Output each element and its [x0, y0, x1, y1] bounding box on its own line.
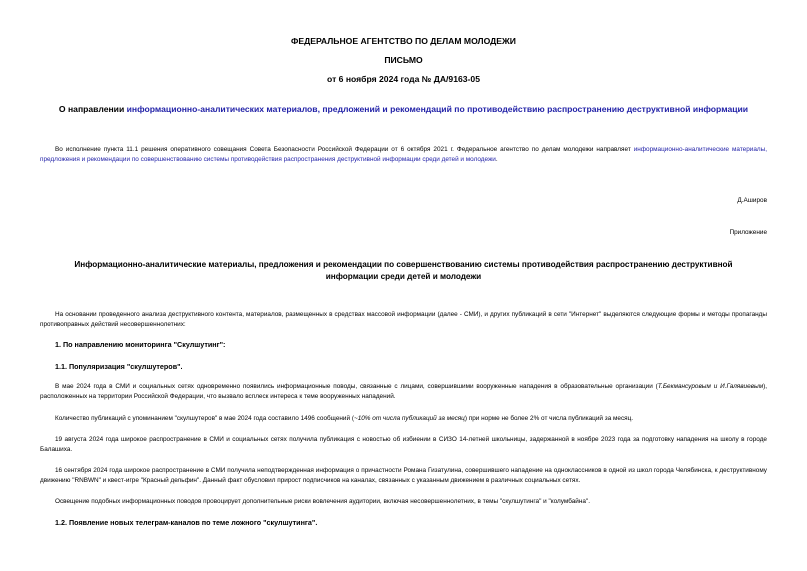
- paragraph-september-2024: 16 сентября 2024 года широкое распространение в СМИ получила неподтвержденная информация о причастности Романа Гизатулина, совершившего нападение на одноклассников в одной из школ города Челябинска, к деструктивному движению "RNBWN" и квест-игре "Красный дельфин". Данный факт обусловил прирост подписчиков на каналах, связанных с указанным движением в различных социальных сетях.: [40, 467, 767, 484]
- paragraph-coverage-risks: Освещение подобных информационных поводов провоцирует дополнительные риски вовлечения аудитории, включая несовершеннолетних, в темы "скулшутинга" и "колумбайна".: [55, 498, 590, 505]
- paragraph-august-2024: 19 августа 2024 года широкое распространение в СМИ и социальных сетях получила публикация с новостью об избиении в СИЗО 14-летней школьницы, задержанной в ноябре 2023 года за подготовку нападения на школу в городе Балашиха.: [40, 436, 767, 453]
- section-1-heading: 1. По направлению мониторинга "Скулшутинг":: [55, 340, 226, 349]
- signature: Д.Аширов: [737, 197, 767, 204]
- agency-title: ФЕДЕРАЛЬНОЕ АГЕНТСТВО ПО ДЕЛАМ МОЛОДЕЖИ: [291, 36, 516, 46]
- appendix-label: Приложение: [729, 229, 767, 236]
- intro-paragraph: Во исполнение пункта 11.1 решения оперативного совещания Совета Безопасности Российской Федерации от 6 октября 2021 г. Федеральное агентство по делам молодежи направляет информационно-аналитические материалы, предложения и рекомендации по совершенствованию системы противодействия распространения деструктивной информации среди детей и молодежи.: [40, 146, 768, 163]
- intro-text: Во исполнение пункта 11.1 решения оперативного совещания Совета Безопасности Российской Федерации от 6 октября 2021 г. Федеральное агентство по делам молодежи направляет: [55, 146, 634, 153]
- subject-prefix: О направлении: [58, 104, 127, 114]
- doc-type: ПИСЬМО: [384, 55, 423, 65]
- appendix-title: Информационно-аналитические материалы, предложения и рекомендации по совершенствованию системы противодействия распространению деструктивной информации среди детей и молодежи: [74, 260, 733, 281]
- paragraph-publication-count: Количество публикаций с упоминанием "скулшутеров" в мае 2024 года составило 1496 сообщений (~10% от числа публикаций за месяц) при норме не более 2% от числа публикаций за месяц.: [55, 415, 634, 422]
- section-1-1-heading: 1.1. Популяризация "скулшутеров".: [55, 362, 183, 371]
- paragraph-analysis: На основании проведенного анализа деструктивного контента, материалов, размещенных в средствах массовой информации (далее - СМИ), и других публикаций в сети "Интернет" выделяются следующие формы и методы пропаганды противоправных действий несовершеннолетних:: [40, 311, 767, 328]
- section-1-2-heading: 1.2. Появление новых телеграм-каналов по теме ложного "скулшутинга".: [55, 518, 318, 527]
- paragraph-may-2024: В мае 2024 года в СМИ и социальных сетях одновременно появились информационные поводы, связанные с лицами, совершившими вооруженные нападения в образовательные организации (Т.Бекмансуровым и И.Галявиевым), расположенных на территории Российской Федерации, что вызвало всплеск интереса к теме вооруженных нападений.: [40, 383, 767, 400]
- doc-subject: [0, 104, 807, 114]
- doc-date-number: от 6 ноября 2024 года № ДА/9163-05: [327, 74, 480, 84]
- intro-link[interactable]: информационно-аналитические материалы, предложения и рекомендации по совершенствованию системы противодействия распространения деструктивной информации среди детей и молодежи: [40, 146, 768, 163]
- subject-link[interactable]: информационно-аналитических материалов, предложений и рекомендаций по противодействию распространению деструктивной информации: [126, 104, 749, 114]
